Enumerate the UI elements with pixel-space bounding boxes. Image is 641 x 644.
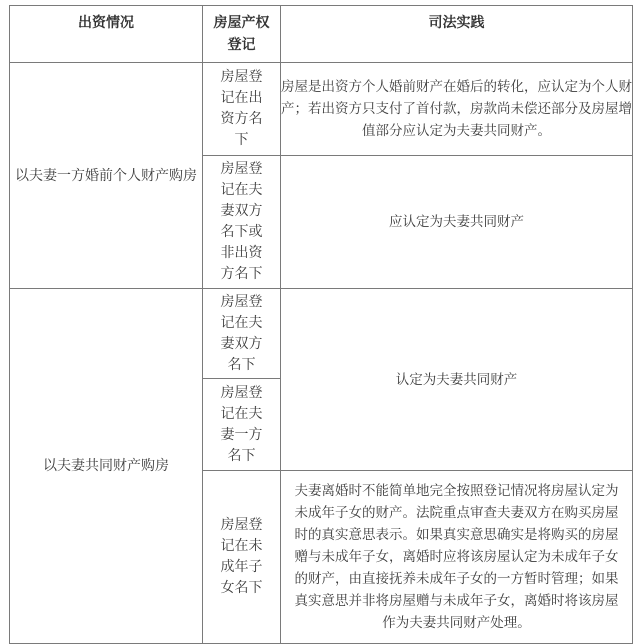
situation-premarital: 以夫妻一方婚前个人财产购房	[10, 63, 203, 289]
header-practice: 司法实践	[281, 6, 633, 63]
table-row	[10, 63, 633, 156]
registration-cell: 房屋登记在出资方名下	[203, 63, 281, 156]
practice-cell: 应认定为夫妻共同财产	[281, 156, 633, 289]
table-row	[10, 289, 633, 379]
header-registration: 房屋产权登记	[203, 6, 281, 63]
situation-joint: 以夫妻共同财产购房	[10, 289, 203, 644]
practice-cell-shared: 认定为夫妻共同财产	[281, 289, 633, 471]
registration-cell: 房屋登记在夫妻一方名下	[203, 379, 281, 471]
practice-cell: 房屋是出资方个人婚前财产在婚后的转化，应认定为个人财产；若出资方只支付了首付款，房款尚未偿还部分及房屋增值部分应认定为夫妻共同财产。	[281, 63, 633, 156]
registration-cell: 房屋登记在夫妻双方名下或非出资方名下	[203, 156, 281, 289]
property-table	[9, 5, 633, 644]
header-row	[10, 6, 633, 63]
header-situation: 出资情况	[10, 6, 203, 63]
registration-cell: 房屋登记在未成年子女名下	[203, 471, 281, 644]
registration-cell: 房屋登记在夫妻双方名下	[203, 289, 281, 379]
practice-cell: 夫妻离婚时不能简单地完全按照登记情况将房屋认定为未成年子女的财产。法院重点审查夫妻双方在购买房屋时的真实意思表示。如果真实意思确实是将购买的房屋赠与未成年子女，离婚时应将该房屋认定为未成年子女的财产，由直接抚养未成年子女的一方暂时管理；如果真实意思并非将房屋赠与未成年子女，离婚时将该房屋作为夫妻共同财产处理。	[281, 471, 633, 644]
